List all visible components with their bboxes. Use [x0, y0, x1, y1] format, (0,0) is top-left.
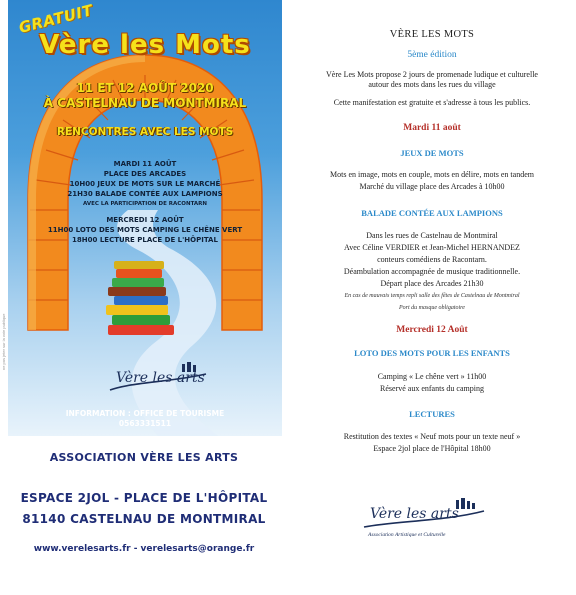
s4-line2: Espace 2jol place de l'Hôpital 18h00: [373, 444, 491, 453]
address-line2: 81140 CASTELNAU DE MONTMIRAL: [22, 512, 266, 526]
s2-line3: conteurs comédiens de Racontarn.: [377, 255, 487, 264]
poster-location: À CASTELNAU DE MONTMIRAL: [43, 96, 247, 110]
s2-line2: Avec Céline VERDIER et Jean-Michel HERNANDEZ: [344, 243, 520, 252]
section-jeux-de-mots: JEUX DE MOTS: [400, 148, 464, 158]
poster-title: Vère les Mots: [39, 30, 251, 60]
address-line1: ESPACE 2JOL - PLACE DE L'HÔPITAL: [20, 491, 268, 505]
section-balade: BALADE CONTÉE AUX LAMPIONS: [361, 208, 503, 218]
association-name: ASSOCIATION VÈRE LES ARTS: [49, 451, 239, 464]
s2-note1: En cas de mauvais temps repli salle des fêtes de Castelnau de Montmiral: [344, 293, 520, 299]
poster-day2-event1: 11H00 LOTO DES MOTS CAMPING LE CHÊNE VERT: [47, 226, 243, 234]
intro-line3: Cette manifestation est gratuite et s'adresse à tous les publics.: [333, 98, 531, 107]
poster-info-phone: 0563331511: [118, 419, 172, 428]
day1-heading: Mardi 11 août: [403, 123, 461, 133]
s1-line1: Mots en image, mots en couple, mots en délire, mots en tandem: [330, 170, 534, 179]
s2-line1: Dans les rues de Castelnau de Montmiral: [366, 231, 498, 240]
day2-heading: Mercredi 12 Août: [396, 325, 468, 335]
s2-line5: Départ place des Arcades 21h30: [380, 279, 484, 288]
poster-day1-place: PLACE DES ARCADES: [103, 170, 187, 178]
s1-line2: Marché du village place des Arcades à 10h00: [359, 182, 505, 191]
poster-day1: MARDI 11 AOÛT: [113, 160, 177, 168]
vertical-note: ne pas jeter sur la voie publique: [1, 313, 6, 370]
edition-label: 5ème édition: [407, 50, 457, 60]
logo-text: Vère les arts: [370, 506, 459, 522]
poster-day2-event2: 18H00 LECTURE PLACE DE L'HÔPITAL: [72, 236, 218, 244]
website-email[interactable]: www.verelesarts.fr - verelesarts@orange.fr: [33, 544, 255, 554]
s2-line4: Déambulation accompagnée de musique traditionnelle.: [343, 267, 521, 276]
poster-day1-event1: 10H00 JEUX DE MOTS SUR LE MARCHÉ: [69, 180, 221, 188]
program-title: VÈRE LES MOTS: [389, 29, 475, 40]
s4-line1: Restitution des textes « Neuf mots pour un texte neuf »: [343, 432, 521, 441]
association-logo: [356, 495, 506, 545]
s2-note2: Port du masque obligatoire: [399, 305, 465, 311]
intro-line1: Vère Les Mots propose 2 jours de promenade ludique et culturelle: [326, 70, 538, 79]
poster-day1-event2: 21H30 BALADE CONTÉE AUX LAMPIONS: [67, 190, 223, 198]
section-lectures: LECTURES: [409, 409, 455, 419]
event-poster: [8, 0, 282, 436]
logo-subtitle: Association Artistique et Culturelle: [368, 532, 446, 538]
poster-day2: MERCREDI 12 AOÛT: [106, 216, 184, 224]
s3-line2: Réservé aux enfants du camping: [380, 384, 484, 393]
right-panel: [288, 0, 576, 595]
poster-date: 11 ET 12 AOÛT 2020: [76, 81, 214, 95]
poster-logo-text: Vère les arts: [116, 370, 205, 386]
poster-subtitle: RENCONTRES AVEC LES MOTS: [56, 126, 234, 138]
poster-info: [8, 409, 282, 429]
books-illustration: [106, 261, 174, 335]
intro-line2: autour des mots dans les rues du village: [368, 80, 496, 89]
poster-day1-note: AVEC LA PARTICIPATION DE RACONTARN: [83, 201, 207, 207]
poster-info-label: INFORMATION : OFFICE DE TOURISME: [65, 409, 225, 418]
section-loto: LOTO DES MOTS POUR LES ENFANTS: [354, 348, 510, 358]
poster-logo: [102, 360, 212, 396]
s3-line1: Camping « Le chêne vert » 11h00: [377, 372, 487, 381]
free-badge: GRATUIT: [16, 1, 95, 37]
